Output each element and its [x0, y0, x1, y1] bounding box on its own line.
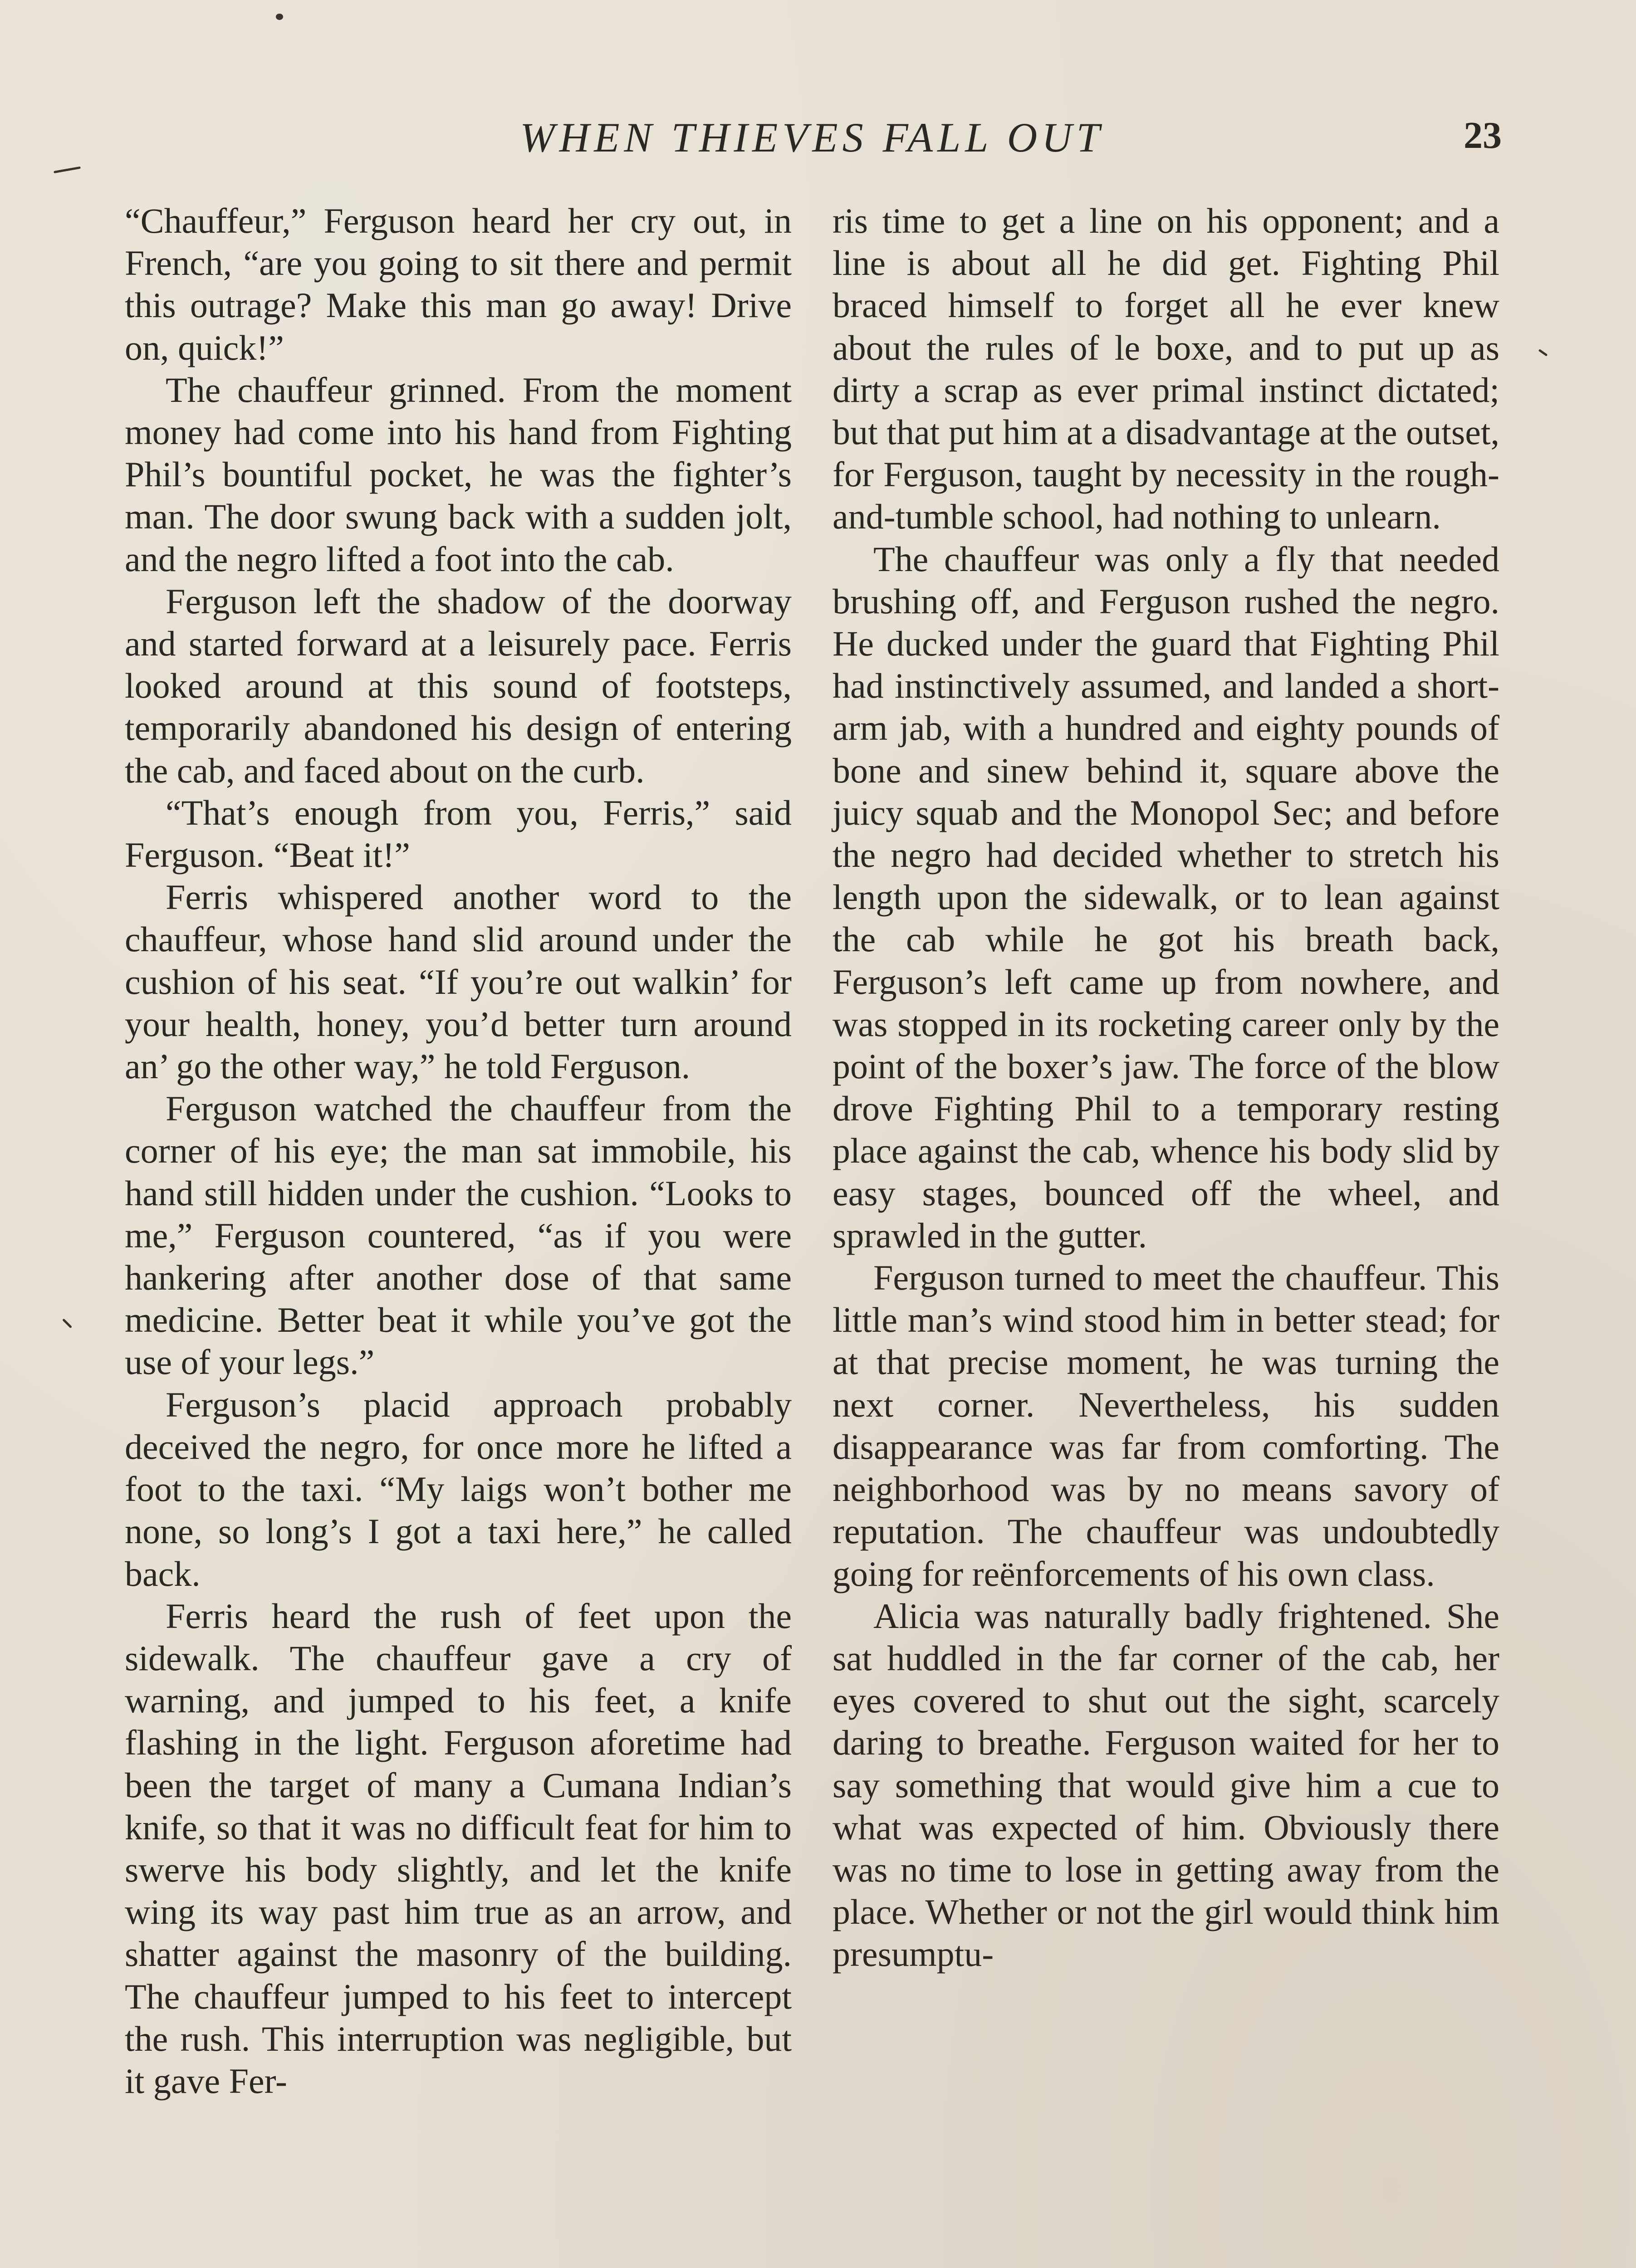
- paragraph: Ferris whispered another word to the chauffeur, whose hand slid around under the cushion of his seat. “If you’re out walkin’ for your health, honey, you’d better turn around an’ go the other way,” he told Ferguson.: [125, 877, 792, 1086]
- page-number: 23: [1464, 114, 1502, 156]
- running-title: WHEN THIEVES FALL OUT: [520, 114, 1104, 161]
- paragraph-continued: ris time to get a line on his opponent; and a line is about all he did get. Fighting Phil braced himself to forget all he ever knew about the rules of le boxe, and to put up as dirty a scrap as ever primal instinct dictated; but that put him at a disadvantage at the outset, for Ferguson, taught by necessity in the rough-and-tumble school, had nothing to unlearn.: [833, 201, 1499, 537]
- paper-speck: [54, 166, 81, 173]
- paragraph: The chauffeur grinned. From the moment money had come into his hand from Fighting Phil’s bountiful pocket, he was the fighter’s man. The door swung back with a sudden jolt, and the negro lifted a foot into the cab.: [125, 370, 792, 579]
- paragraph: Alicia was naturally badly frightened. She sat huddled in the far corner of the cab, her eyes covered to shut out the sight, scarcely daring to breathe. Ferguson waited for her to say something that would give him a cue to what was expected of him. Obviously there was no time to lose in getting away from the place. Whether or not the girl would think him presumptu-: [833, 1596, 1499, 1974]
- paragraph: The chauffeur was only a fly that needed brushing off, and Ferguson rushed the negro. He ducked under the guard that Fighting Phil had instinctively assumed, and landed a short-arm jab, with a hundred and eighty pounds of bone and sinew behind it, square above the juicy squab and the Monopol Sec; and before the negro had decided whether to stretch his length upon the sidewalk, or to lean against the cab while he got his breath back, Ferguson’s left came up from nowhere, and was stopped in its rocketing career only by the point of the boxer’s jaw. The force of the blow drove Fighting Phil to a temporary resting place against the cab, whence his body slid by easy stages, bounced off the wheel, and sprawled in the gutter.: [833, 539, 1499, 1255]
- paragraph: Ferris heard the rush of feet upon the sidewalk. The chauffeur gave a cry of warning, and jumped to his feet, a knife flashing in the light. Ferguson aforetime had been the target of many a Cumana Indian’s knife, so that it was no difficult feat for him to swerve his body slightly, and let the knife wing its way past him true as an arrow, and shatter against the masonry of the building. The chauffeur jumped to his feet to intercept the rush. This interruption was negligible, but it gave Fer-: [125, 1596, 792, 2101]
- paper-speck: [1538, 349, 1548, 357]
- right-column: [833, 200, 1499, 1975]
- page-header: [122, 113, 1502, 168]
- paper-speck: [62, 1319, 72, 1329]
- paper-speck: [276, 14, 283, 20]
- paragraph: Ferguson’s placid approach probably deceived the negro, for once more he lifted a foot to the taxi. “My laigs won’t bother me none, so long’s I got a taxi here,” he called back.: [125, 1384, 792, 1593]
- paragraph: Ferguson watched the chauffeur from the corner of his eye; the man sat immobile, his hand still hidden under the cushion. “Looks to me,” Ferguson countered, “as if you were hankering after another dose of that same medicine. Better beat it while you’ve got the use of your legs.”: [125, 1089, 792, 1382]
- paragraph: “That’s enough from you, Ferris,” said Ferguson. “Beat it!”: [125, 792, 792, 875]
- paragraph: “Chauffeur,” Ferguson heard her cry out, in French, “are you going to sit there and permit this outrage? Make this man go away! Drive on, quick!”: [125, 201, 792, 367]
- left-column: [125, 200, 792, 2102]
- paragraph: Ferguson turned to meet the chauffeur. This little man’s wind stood him in better stead; for at that precise moment, he was turning the next corner. Nevertheless, his sudden disappearance was far from comforting. The neighborhood was by no means savory of reputation. The chauffeur was undoubtedly going for reënforcements of his own class.: [833, 1258, 1499, 1593]
- paragraph: Ferguson left the shadow of the doorway and started forward at a leisurely pace. Ferris looked around at this sound of footsteps, temporarily abandoned his design of entering the cab, and faced about on the curb.: [125, 581, 792, 790]
